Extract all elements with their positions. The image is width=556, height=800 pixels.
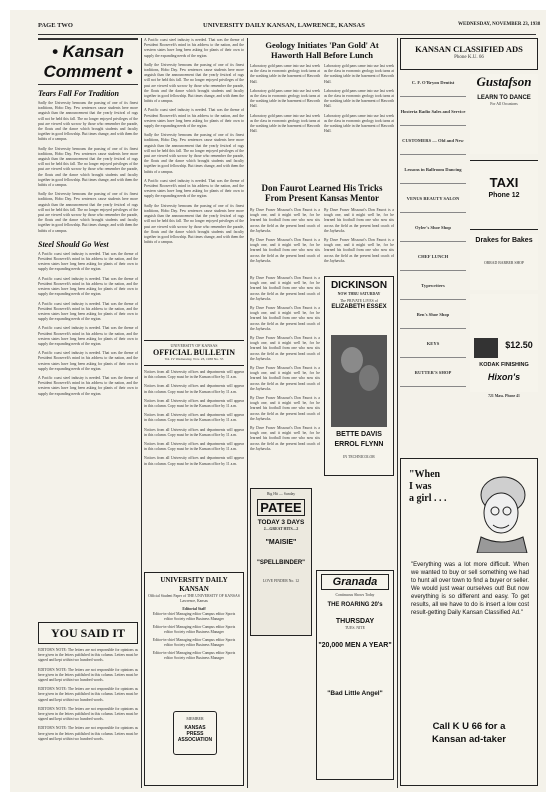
quote-line-2: I was xyxy=(409,481,432,492)
editorial-text-1c: Sadly the University bemoans the passing of one of its finest traditions, Hobo Day. Few sentences cause students here more anguish than the announcement that the yearly festival of rags will not be held this fall. The no longer enjoyed privileges of the past are viewed with sorrow by those who remember the parade, the floats and the dance which brought students and faculty together in good fellowship. But times change, and with them the habits of a campus. xyxy=(38,192,138,233)
star-bette-davis: BETTE DAVIS xyxy=(336,431,382,438)
gustafson-sub: For All Occasions xyxy=(490,102,518,106)
bulletin-text-5: Notices from all University offices and departments will appear in this column. Copy must be in the Kansan office by 11 a.m. xyxy=(144,427,244,437)
patee-name: PATEE xyxy=(257,499,305,516)
quote-line-3: a girl . . . xyxy=(409,493,447,504)
faurot-continued xyxy=(250,276,320,476)
granada-theatre-ad xyxy=(316,570,394,780)
you-said-it-header xyxy=(38,622,138,644)
taxi-title: TAXI xyxy=(489,175,519,190)
bulletin-text-4: Notices from all University offices and departments will appear in this column. Copy must be in the Kansan office by 11 a.m. xyxy=(144,413,244,423)
masthead-box xyxy=(144,572,244,786)
you-said-it-text-5: EDITOR'S NOTE: The letters are not responsible for opinions as here given in the letters published in this column. Letters must be signed and kept within two hundred words. xyxy=(38,726,138,741)
faurot-cont-text-2: By Dave Fraser Missouri's Don Faurot is a tough one, and it might well be, for he learned his football from one who now sits across the field as the present head coach of the Jayhawks. xyxy=(250,306,320,331)
editorial-cont-text-4: Sadly the University bemoans the passing of one of its finest traditions, Hobo Day. Few sentences cause students here more anguish than the announcement that the yearly festival of rags will not be held this fall. The no longer enjoyed privileges of the past are viewed with sorrow by those who remember the parade, the floats and the dance which brought students and faculty together in good fellowship. But times change, and with them the habits of a campus. xyxy=(144,133,244,174)
geology-column-1 xyxy=(250,64,320,180)
granada-price: TUES. NITE xyxy=(344,626,366,630)
kansan-comment-title: • Kansan Comment • xyxy=(43,42,133,81)
faurot-headline: Don Faurot Learned His Tricks From Present Kansas Mentor xyxy=(261,183,383,203)
classified-ad-item: RUTTER'S SHOP xyxy=(400,370,466,387)
column-rule-1 xyxy=(141,38,142,788)
geology-text-4: Laboratory gold pans came into use last week as the class in economic geology took turns at the washing table in the basement of Haworth Hall. xyxy=(324,64,394,84)
faurot-column-2 xyxy=(324,208,394,272)
issue-date: WEDNESDAY, NOVEMBER 23, 1938 xyxy=(458,22,541,27)
technicolor-note: IN TECHNICOLOR xyxy=(343,455,375,459)
classified-column xyxy=(400,74,466,454)
classified-ad-item: CUSTOMERS — Old and New xyxy=(400,138,466,155)
editorial-text-1: Sadly the University bemoans the passing of one of its finest traditions, Hobo Day. Few sentences cause students here more anguish than the announcement that the yearly festival of rags will not be held this fall. The no longer enjoyed privileges of the past are viewed with sorrow by those who remember the parade, the floats and the dance which brought students and faculty together in good fellowship. But times change, and with them the habits of a campus. xyxy=(38,101,138,142)
classified-ad-item: Ben's Shoe Shop xyxy=(400,312,466,329)
editorial-cont-text-6: Sadly the University bemoans the passing of one of its finest traditions, Hobo Day. Few sentences cause students here more anguish than the announcement that the yearly festival of rags will not be held this fall. The no longer enjoyed privileges of the past are viewed with sorrow by those who remember the parade, the floats and the dance which brought students and faculty together in good fellowship. But times change, and with them the habits of a campus. xyxy=(144,203,244,245)
dickinson-dates: NOW THRU SATURDAY xyxy=(337,292,381,296)
granada-name: Granada xyxy=(321,574,389,590)
press-association-name: KANSAS PRESS ASSOCIATION xyxy=(177,725,213,743)
you-said-it-text-4: EDITOR'S NOTE: The letters are not responsible for opinions as here given in the letters published in this column. Letters must be signed and kept within two hundred words. xyxy=(38,706,138,722)
faurot-column-1 xyxy=(250,208,320,272)
classified-list xyxy=(400,80,466,387)
faurot-cont-text-3: By Dave Fraser Missouri's Don Faurot is a tough one, and it might well be, for he learned his football from one who now sits across the field as the present head coach of the Jayhawks. xyxy=(250,336,320,361)
hixon-address: 721 Mass. Phone 41 xyxy=(488,394,520,398)
bulletin-text: Notices from all University offices and departments will appear in this column. Copy must be in the Kansan office by 11 a.m. xyxy=(144,370,244,380)
geology-text: Laboratory gold pans came into use last week as the class in economic geology took turns at the washing table in the basement of Haworth Hall. xyxy=(250,64,320,84)
dickinson-name: DICKINSON xyxy=(330,280,388,291)
editorial-cont-text-5: A Pacific coast steel industry is needed. That was the theme of President Roosevelt's mind in his address to the nation, and the western states have long been asking for plants of their own to supply the expanding needs of the region. xyxy=(144,178,244,199)
dickinson-theatre-ad xyxy=(324,276,394,476)
movie-still-photo xyxy=(331,335,387,427)
classified-phone: Phone K.U. 66 xyxy=(454,55,484,60)
faurot-text-4: By Dave Fraser Missouri's Don Faurot is a tough one, and it might well be, for he learned his football from one who now sits across the field as the present head coach of the Jayhawks. xyxy=(324,238,394,263)
classified-ad-item: C. F. O'Bryon Dentist xyxy=(400,80,466,97)
classified-ad-item: Hosteria Radio Sales and Service xyxy=(400,109,466,126)
geology-text-6: Laboratory gold pans came into use last week as the class in economic geology took turns at the washing table in the basement of Haworth Hall. xyxy=(324,113,394,134)
dickinson-title: ELIZABETH ESSEX xyxy=(331,304,387,310)
kodak-finishing: KODAK FINISHING xyxy=(479,362,529,368)
patee-theatre-ad xyxy=(250,488,312,636)
gustafson-line: LEARN TO DANCE xyxy=(477,95,531,101)
faurot-text-3: By Dave Fraser Missouri's Don Faurot is a tough one, and it might well be, for he learned his football from one who now sits across the field as the present head coach of the Jayhawks. xyxy=(324,208,394,233)
call-line-2: Kansan ad-taker xyxy=(432,734,506,745)
masthead-staff-2: Editor-in-chief Managing editor Campus editor Sports editor Society editor Business Manager xyxy=(152,625,236,634)
masthead-title: UNIVERSITY DAILY KANSAN xyxy=(160,576,228,593)
classified-ad-item: Oyler's Shoe Shop xyxy=(400,225,466,242)
geology-text-2: Laboratory gold pans came into use last week as the class in economic geology took turns at the washing table in the basement of Haworth Hall. xyxy=(250,88,320,109)
patee-foot: LOVE FINDER No. 12 xyxy=(262,579,300,583)
geology-text-5: Laboratory gold pans came into use last week as the class in economic geology took turns at the washing table in the basement of Haworth Hall. xyxy=(324,88,394,109)
bulletin-title: OFFICIAL BULLETIN xyxy=(152,348,236,357)
faurot-cont-text: By Dave Fraser Missouri's Don Faurot is a tough one, and it might well be, for he learned his football from one who now sits across the field as the present head coach of the Jayhawks. xyxy=(250,276,320,301)
actress-face xyxy=(341,347,363,373)
barber-shop: ORRAD BARBER SHOP xyxy=(483,261,525,265)
you-said-it-text: EDITOR'S NOTE: The letters are not responsible for opinions as here given in the letters published in this column. Letters must be signed and kept within two hundred words. xyxy=(38,648,138,663)
editorial-rule-2 xyxy=(38,84,138,85)
bulletin-text-3: Notices from all University offices and departments will appear in this column. Copy must be in the Kansan office by 11 a.m. xyxy=(144,398,244,409)
member-label: MEMBER xyxy=(186,716,204,721)
editorial-continued xyxy=(144,38,244,334)
editorial-text-2c: A Pacific coast steel industry is needed. That was the theme of President Roosevelt's mind in his address to the nation, and the western states have long been asking for plants of their own to supply the expanding needs of the region. xyxy=(38,301,138,322)
patee-hits: 2—GREAT HITS—2 xyxy=(263,527,299,531)
masthead-staff-4: Editor-in-chief Managing editor Campus editor Sports editor Society editor Business Manager xyxy=(152,651,236,660)
bulletin-text-2: Notices from all University offices and departments will appear in this column. Copy must be in the Kansan office by 11 a.m. xyxy=(144,384,244,394)
editorial-heading-1: Tears Fall For Tradition xyxy=(38,89,119,98)
classified-ad-item: CHEF LUNCH xyxy=(400,254,466,271)
faurot-cont-text-4: By Dave Fraser Missouri's Don Faurot is a tough one, and it might well be, for he learned his football from one who now sits across the field as the present head coach of the Jayhawks. xyxy=(250,366,320,391)
classified-ad-item: KEYS xyxy=(400,341,466,358)
granada-film-2: "20,000 MEN A YEAR" xyxy=(318,642,392,649)
classified-header xyxy=(400,38,538,70)
dickinson-presents: The PRIVATE LIVES of xyxy=(340,299,378,303)
granada-film-3: "Bad Little Angel" xyxy=(327,690,383,697)
masthead-staff: Editor-in-chief Managing editor Campus editor Sports editor Society editor Business Manager xyxy=(152,612,236,621)
classified-title: KANSAN CLASSIFIED ADS xyxy=(415,44,523,54)
classified-ad-item: Typewriters xyxy=(400,283,466,300)
masthead-sub: Official Student Paper of THE UNIVERSITY OF KANSAS xyxy=(148,594,240,598)
editorial-text-2e: A Pacific coast steel industry is needed. That was the theme of President Roosevelt's mind in his address to the nation, and the western states have long been asking for plants of their own to supply the expanding needs of the region. xyxy=(38,351,138,371)
you-said-it-text-3: EDITOR'S NOTE: The letters are not responsible for opinions as here given in the letters published in this column. Letters must be signed and kept within two hundred words. xyxy=(38,687,138,702)
editorial-text-1b: Sadly the University bemoans the passing of one of its finest traditions, Hobo Day. Few sentences cause students here more anguish than the announcement that the yearly festival of rags will not be held this fall. The no longer enjoyed privileges of the past are viewed with sorrow by those who remember the parade, the floats and the dance which brought students and faculty together in good fellowship. But times change, and with them the habits of a campus. xyxy=(38,146,138,188)
drakes-title: Drakes for Bakes xyxy=(475,237,533,244)
patee-film-2: "SPELLBINDER" xyxy=(256,560,306,566)
faurot-text: By Dave Fraser Missouri's Don Faurot is a tough one, and it might well be, for he learned his football from one who now sits across the field as the present head coach of the Jayhawks. xyxy=(250,208,320,233)
actor-face xyxy=(359,365,379,391)
old-woman-illustration xyxy=(467,467,533,553)
faurot-cont-text-6: By Dave Fraser Missouri's Don Faurot is a tough one, and it might well be, for he learned his football from one who now sits across the field as the present head coach of the Jayhawks. xyxy=(250,426,320,451)
star-errol-flynn: ERROL FLYNN xyxy=(334,441,384,448)
bulletin-text-7: Notices from all University offices and departments will appear in this column. Copy must be in the Kansan office by 11 a.m. xyxy=(144,456,244,466)
column-rule-3 xyxy=(397,38,398,788)
masthead-staff-3: Editor-in-chief Managing editor Campus editor Sports editor Society editor Business Manager xyxy=(152,638,236,647)
page-header xyxy=(38,22,541,32)
gustafson-name: Gustafson xyxy=(476,74,532,89)
drakes-ad xyxy=(470,234,538,290)
promo-body-text: "Everything was a lot more difficult. When we wanted to buy or sell something we had to hunt all over town to find a buyer or seller. We would just wear ourselves out! But now everything is so different and easy. To get results, all we have to do is insert a low cost result-getting Daily Kansan Classified Ad." xyxy=(411,562,529,616)
faurot-text-2: By Dave Fraser Missouri's Don Faurot is a tough one, and it might well be, for he learned his football from one who now sits across the field as the present head coach of the Jayhawks. xyxy=(250,238,320,263)
taxi-phone: Phone 12 xyxy=(488,192,520,199)
bulletin-university: UNIVERSITY OF KANSAS xyxy=(170,343,218,348)
hixon-ad xyxy=(470,294,538,392)
paper-name: UNIVERSITY DAILY KANSAN, LAWRENCE, KANSAS xyxy=(203,22,365,29)
granada-note: Continuous Shows Today xyxy=(335,593,375,597)
gustafson-ad xyxy=(470,74,538,154)
editorial-cont-text-3: A Pacific coast steel industry is needed. That was the theme of President Roosevelt's mind in his address to the nation, and the western states have long been asking for plants of their own to supply the expanding needs of the region. xyxy=(144,108,244,129)
geology-text-3: Laboratory gold pans came into use last week as the class in economic geology took turns at the washing table in the basement of Haworth Hall. xyxy=(250,113,320,134)
bulletin-text-6: Notices from all University offices and departments will appear in this column. Copy must be in the Kansan office by 11 a.m. xyxy=(144,442,244,452)
masthead-place: Lawrence, Kansas xyxy=(180,599,208,603)
masthead-staff-head: Editorial Staff xyxy=(182,607,206,611)
header-rule xyxy=(38,34,536,35)
hixon-price: $12.50 xyxy=(505,340,533,350)
column-rule-2 xyxy=(247,38,248,788)
press-association-emblem xyxy=(173,711,217,755)
editorial-rule xyxy=(38,38,138,40)
quote-line-1: "When xyxy=(409,469,441,480)
kansan-classified-promo-ad xyxy=(400,458,538,786)
hixon-name: Hixon's xyxy=(487,372,521,382)
granada-film-1: THE ROARING 20's xyxy=(327,602,383,608)
editorial-text-2: A Pacific coast steel industry is needed. That was the theme of President Roosevelt's mind in his address to the nation, and the western states have long been asking for plants of their own to supply the expanding needs of the region. xyxy=(38,251,138,272)
you-said-it-column xyxy=(38,648,138,788)
classified-ad-item: Lessons in Ballroom Dancing xyxy=(400,167,466,184)
editorial-column xyxy=(38,38,138,598)
call-line-1: Call K U 66 for a xyxy=(432,721,506,732)
you-said-it-title: YOU SAID IT xyxy=(50,626,125,640)
faurot-cont-text-5: By Dave Fraser Missouri's Don Faurot is a tough one, and it might well be, for he learned his football from one who now sits across the field as the present head coach of the Jayhawks. xyxy=(250,396,320,421)
granada-days: THURSDAY xyxy=(335,618,375,625)
newspaper-page xyxy=(10,10,546,792)
editorial-heading-2: Steel Should Go West xyxy=(38,239,109,249)
geology-headline: Geology Initiates 'Pan Gold' At Haworth Hall Before Lunch xyxy=(265,40,379,60)
bulletin-column xyxy=(144,370,244,566)
taxi-ad xyxy=(470,160,538,230)
geology-column-2 xyxy=(324,64,394,180)
you-said-it-text-2: EDITOR'S NOTE: The letters are not responsible for opinions as here given in the letters published in this column. Letters must be signed and kept within two hundred words. xyxy=(38,667,138,683)
editorial-cont-text-2: Sadly the University bemoans the passing of one of its finest traditions, Hobo Day. Few sentences cause students here more anguish than the announcement that the yearly festival of rags will not be held this fall. The no longer enjoyed privileges of the past are viewed with sorrow by those who remember the parade, the floats and the dance which brought students and faculty together in good fellowship. But times change, and with them the habits of a campus. xyxy=(144,62,244,104)
editorial-cont-text: A Pacific coast steel industry is needed. That was the theme of President Roosevelt's mind in his address to the nation, and the western states have long been asking for plants of their own to supply the expanding needs of the region. xyxy=(144,38,244,58)
bulletin-info: Vol. IV Wednesday, Nov. 23, 1938 No. 55 xyxy=(164,357,224,361)
page-number: PAGE TWO xyxy=(38,22,73,29)
classified-ad-item: VENUS BEAUTY SALON xyxy=(400,196,466,213)
official-bulletin-header xyxy=(144,340,244,366)
camera-icon xyxy=(474,338,498,358)
patee-film-1: "MAISIE" xyxy=(265,539,297,546)
patee-days: TODAY 3 DAYS xyxy=(257,519,305,526)
editorial-text-2f: A Pacific coast steel industry is needed. That was the theme of President Roosevelt's mind in his address to the nation, and the western states have long been asking for plants of their own to supply the expanding needs of the region. xyxy=(38,375,138,396)
editorial-text-2b: A Pacific coast steel industry is needed. That was the theme of President Roosevelt's mind in his address to the nation, and the western states have long been asking for plants of their own to supply the expanding needs of the region. xyxy=(38,276,138,297)
patee-tag: Big Hit — Sunday xyxy=(266,492,296,496)
editorial-text-2d: A Pacific coast steel industry is needed. That was the theme of President Roosevelt's mind in his address to the nation, and the western states have long been asking for plants of their own to supply the expanding needs of the region. xyxy=(38,326,138,346)
